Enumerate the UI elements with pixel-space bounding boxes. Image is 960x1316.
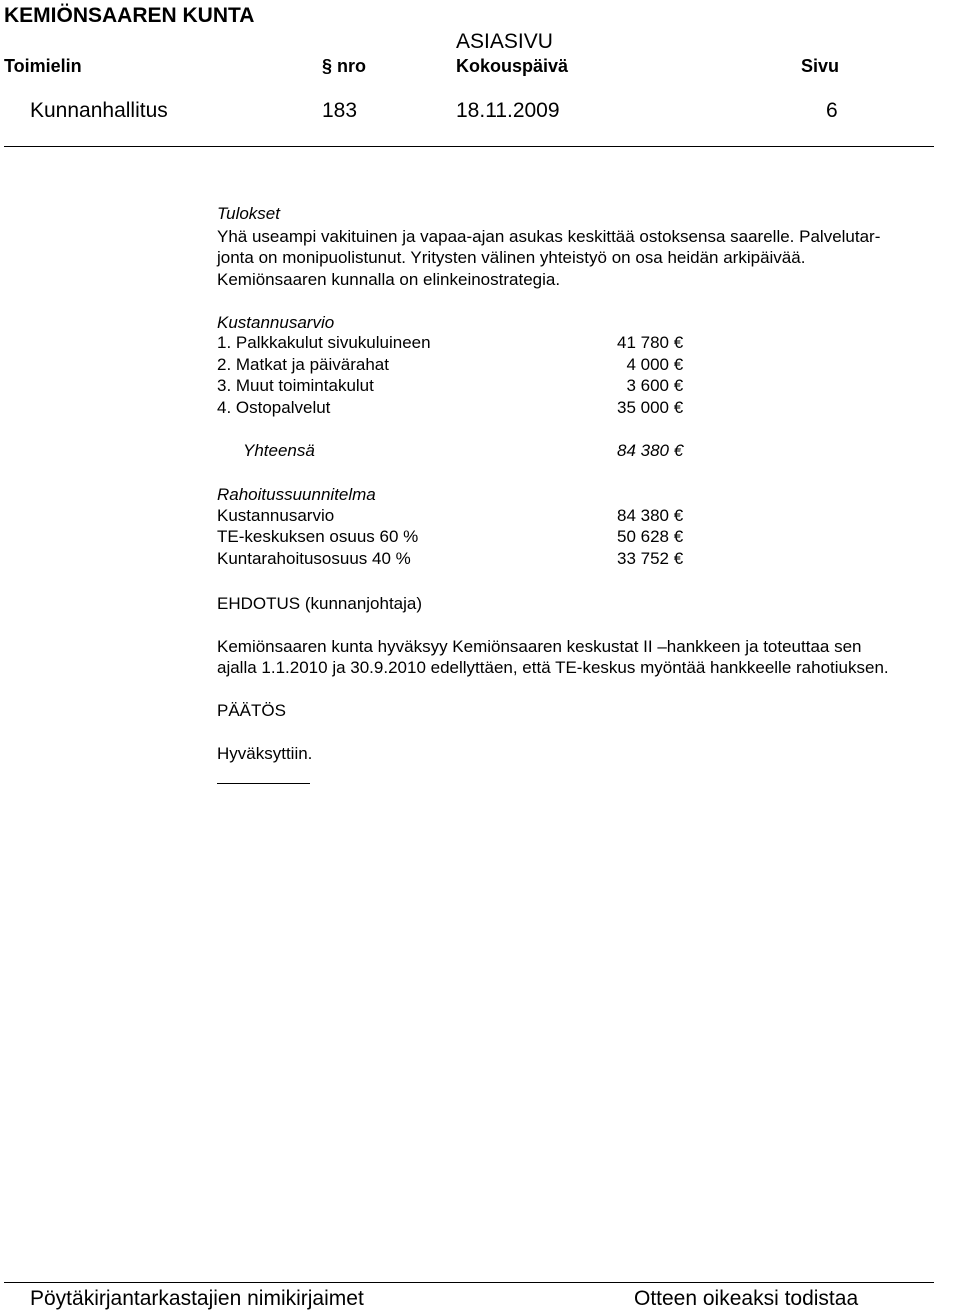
header-divider: [4, 146, 934, 147]
budget-row-value: 3 600 €: [617, 376, 684, 395]
header-label-sivu: Sivu: [801, 56, 840, 76]
results-heading: Tulokset: [217, 204, 280, 223]
financing-row-label: Kustannusarvio: [217, 506, 335, 525]
budget-row-label: 1. Palkkakulut sivukuluineen: [217, 333, 431, 352]
financing-heading: Rahoitussuunnitelma: [217, 485, 376, 504]
budget-row-value: 41 780 €: [617, 333, 684, 352]
municipality-name: KEMIÖNSAAREN KUNTA: [4, 4, 255, 27]
budget-row: [217, 355, 717, 376]
financing-row: [217, 506, 717, 527]
budget-row: [217, 333, 717, 354]
financing-row-value: 33 752 €: [617, 549, 684, 568]
results-line: Yhä useampi vakituinen ja vapaa-ajan asukas keskittää ostoksensa saarelle. Palvelutar-: [217, 227, 881, 246]
financing-row-value: 84 380 €: [617, 506, 684, 525]
financing-row-label: TE-keskuksen osuus 60 %: [217, 527, 419, 546]
budget-total-value: 84 380 €: [617, 441, 684, 460]
page-number: 6: [826, 99, 838, 122]
meeting-body: Kunnanhallitus: [30, 99, 168, 122]
footer-divider: [4, 1282, 934, 1283]
decision-end-rule: [217, 783, 310, 784]
footer-certification-label: Otteen oikeaksi todistaa: [634, 1287, 859, 1310]
results-line: Kemiönsaaren kunnalla on elinkeinostrategia.: [217, 270, 561, 289]
header-label-kokouspaiva: Kokouspäivä: [456, 56, 569, 76]
section-number: 183: [322, 99, 358, 122]
financing-row: [217, 527, 717, 548]
budget-heading: Kustannusarvio: [217, 313, 335, 332]
financing-row-value: 50 628 €: [617, 527, 684, 546]
proposal-line: ajalla 1.1.2010 ja 30.9.2010 edellyttäen, että TE-keskus myöntää hankkeelle rahotiuksen.: [217, 658, 889, 677]
budget-total-row: [217, 441, 717, 462]
paragraph-symbol: §: [322, 56, 333, 76]
budget-row-value: 35 000 €: [617, 398, 684, 417]
decision-text: Hyväksyttiin.: [217, 744, 313, 763]
financing-row-label: Kuntarahoitusosuus 40 %: [217, 549, 411, 568]
budget-row-label: 4. Ostopalvelut: [217, 398, 331, 417]
budget-total-label: Yhteensä: [243, 441, 315, 460]
results-line: jonta on monipuolistunut. Yritysten välinen yhteistyö on osa heidän arkipäivää.: [217, 248, 806, 267]
meeting-date: 18.11.2009: [456, 99, 560, 122]
budget-row-label: 2. Matkat ja päivärahat: [217, 355, 389, 374]
budget-row-value: 4 000 €: [617, 355, 684, 374]
proposal-heading: EHDOTUS (kunnanjohtaja): [217, 594, 423, 613]
document-type: ASIASIVU: [456, 30, 553, 53]
financing-row: [217, 549, 717, 570]
proposal-line: Kemiönsaaren kunta hyväksyy Kemiönsaaren keskustat II –hankkeen ja toteuttaa sen: [217, 637, 862, 656]
budget-row: [217, 376, 717, 397]
header-label-toimielin: Toimielin: [4, 56, 82, 76]
decision-heading: PÄÄTÖS: [217, 701, 286, 720]
budget-row-label: 3. Muut toimintakulut: [217, 376, 374, 395]
footer-initials-label: Pöytäkirjantarkastajien nimikirjaimet: [30, 1287, 364, 1310]
budget-row: [217, 398, 717, 419]
header-label-nro: nro: [337, 56, 366, 76]
